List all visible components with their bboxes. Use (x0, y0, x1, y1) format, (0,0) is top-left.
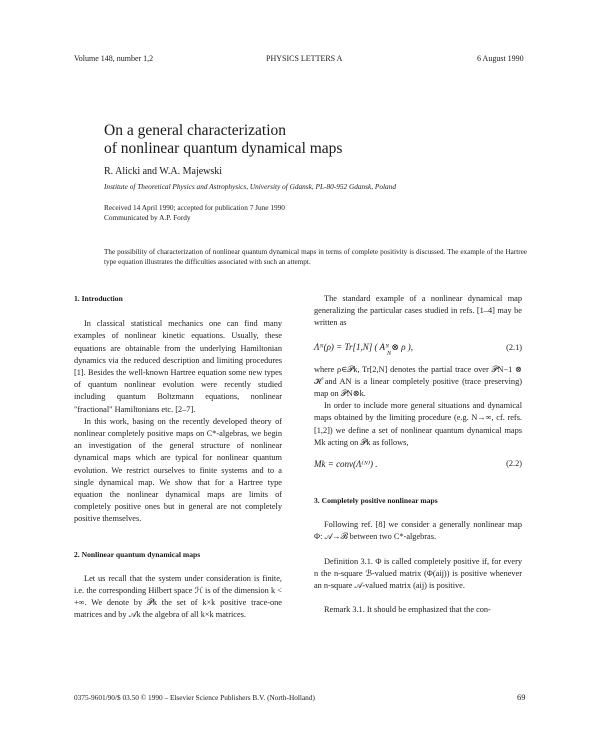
title-line-2: of nonlinear quantum dynamical maps (104, 140, 343, 157)
received-date: Received 14 April 1990; accepted for publication 7 June 1990 (104, 203, 285, 212)
publication-dates (104, 203, 285, 223)
affiliation: Institute of Theoretical Physics and Astrophysics, University of Gdansk, PL-80-952 Gdansk, Poland (104, 182, 396, 191)
equation-2-1-subscript: N (387, 350, 392, 357)
communicated-by: Communicated by A.P. Fordy (104, 213, 191, 222)
paper-title (104, 122, 524, 158)
abstract: The possibility of characterization of nonlinear quantum dynamical maps in terms of complete positivity is discussed. The example of the Hartree type equation illustrates the difficulties associated with such an attempt. (104, 248, 527, 266)
authors: R. Alicki and W.A. Majewski (104, 166, 223, 177)
section-3-paragraph-1: Following ref. [8] we consider a generally nonlinear map Φ: 𝒜→ℬ between two C*-algebras. (314, 520, 522, 542)
footer-copyright: 0375-9601/90/$ 03.50 © 1990 – Elsevier Science Publishers B.V. (North-Holland) (74, 693, 315, 702)
header-journal: PHYSICS LETTERS A (266, 54, 343, 63)
header-date: 6 August 1990 (477, 54, 524, 63)
section-1-heading: 1. Introduction (74, 294, 123, 303)
equation-2-1-number: (2.1) (506, 342, 522, 352)
definition-3-1: Definition 3.1. Φ is called completely positive if, for every n the n-square ℬ-valued matrix (Φ(aij)) is positive whenever an n-square 𝒜-valued matrix (aij) is positive. (314, 556, 522, 591)
intro-paragraph-1: In classical statistical mechanics one can find many examples of nonlinear kinetic equations. Usually, these equations are obtainable from the underlying Hamiltonian dynamics via the reduced description and limiting procedures [1]. Besides the well-known Hartree equation some new types of quantum nonlinear evolution were recently studied including quantum Boltzmann equations, nonlinear "fractional" Hamiltonians etc. [2–7]. (74, 319, 282, 414)
remark-3-1: Remark 3.1. It should be emphasized that the con- (324, 605, 491, 615)
section-3-heading: 3. Completely positive nonlinear maps (314, 496, 438, 506)
section-2-heading: 2. Nonlinear quantum dynamical maps (74, 549, 201, 559)
right-column (314, 293, 522, 616)
title-line-1: On a general characterization (104, 122, 287, 139)
intro-paragraph-2: In this work, basing on the recently developed theory of nonlinear completely positive maps on C*-algebras, we begin an investigation of the general structure of nonlinear dynamical maps which are typical for nonlinear quantum evolution. We restrict ourselves to finite systems and to a single dynamical map. We show that for a Hartree type equation the nonlinear dynamical maps are limits of completely positive ones but in general are not completely positive themselves. (74, 416, 282, 524)
equation-2-2-body: Mk = conv(Λ⁽ᴺ⁾) . (314, 458, 378, 469)
equation-2-2 (314, 455, 522, 473)
left-column (74, 293, 282, 622)
section-2-paragraph-1: Let us recall that the system under consideration is finite, i.e. the corresponding Hilbert space ℋ is of the dimension k < +∞. We denote by 𝒫k the set of k×k positive trace-one matrices and by 𝒜k the algebra of all k×k matrices. (74, 573, 282, 620)
header-volume: Volume 148, number 1,2 (74, 54, 154, 63)
page-number: 69 (517, 692, 526, 702)
equation-2-2-number: (2.2) (506, 458, 522, 468)
equation-2-1-body: Λᴺ(ρ) = Tr[1,N] ( Aᴺ ⊗ ρ )$,_N$ (314, 341, 414, 357)
general-maps-paragraph: In order to include more general situations and dynamical maps obtained by the limiting procedure (e.g. N→∞, cf. refs. [1,2]) we define a set of nonlinear quantum dynamical maps Mk acting on 𝒫k as follows, (314, 401, 522, 447)
partial-trace-paragraph: where ρ∈𝒫k, Tr[2,N] denotes the partial trace over 𝒫N−1 ⊗ ℋ and AN is a linear completely positive (trace preserving) map on 𝒫N⊗k. (314, 364, 522, 399)
equation-2-1 (314, 336, 522, 360)
example-paragraph: The standard example of a nonlinear dynamical map generalizing the particular cases studied in refs. [1–4] may be written as (314, 294, 522, 328)
